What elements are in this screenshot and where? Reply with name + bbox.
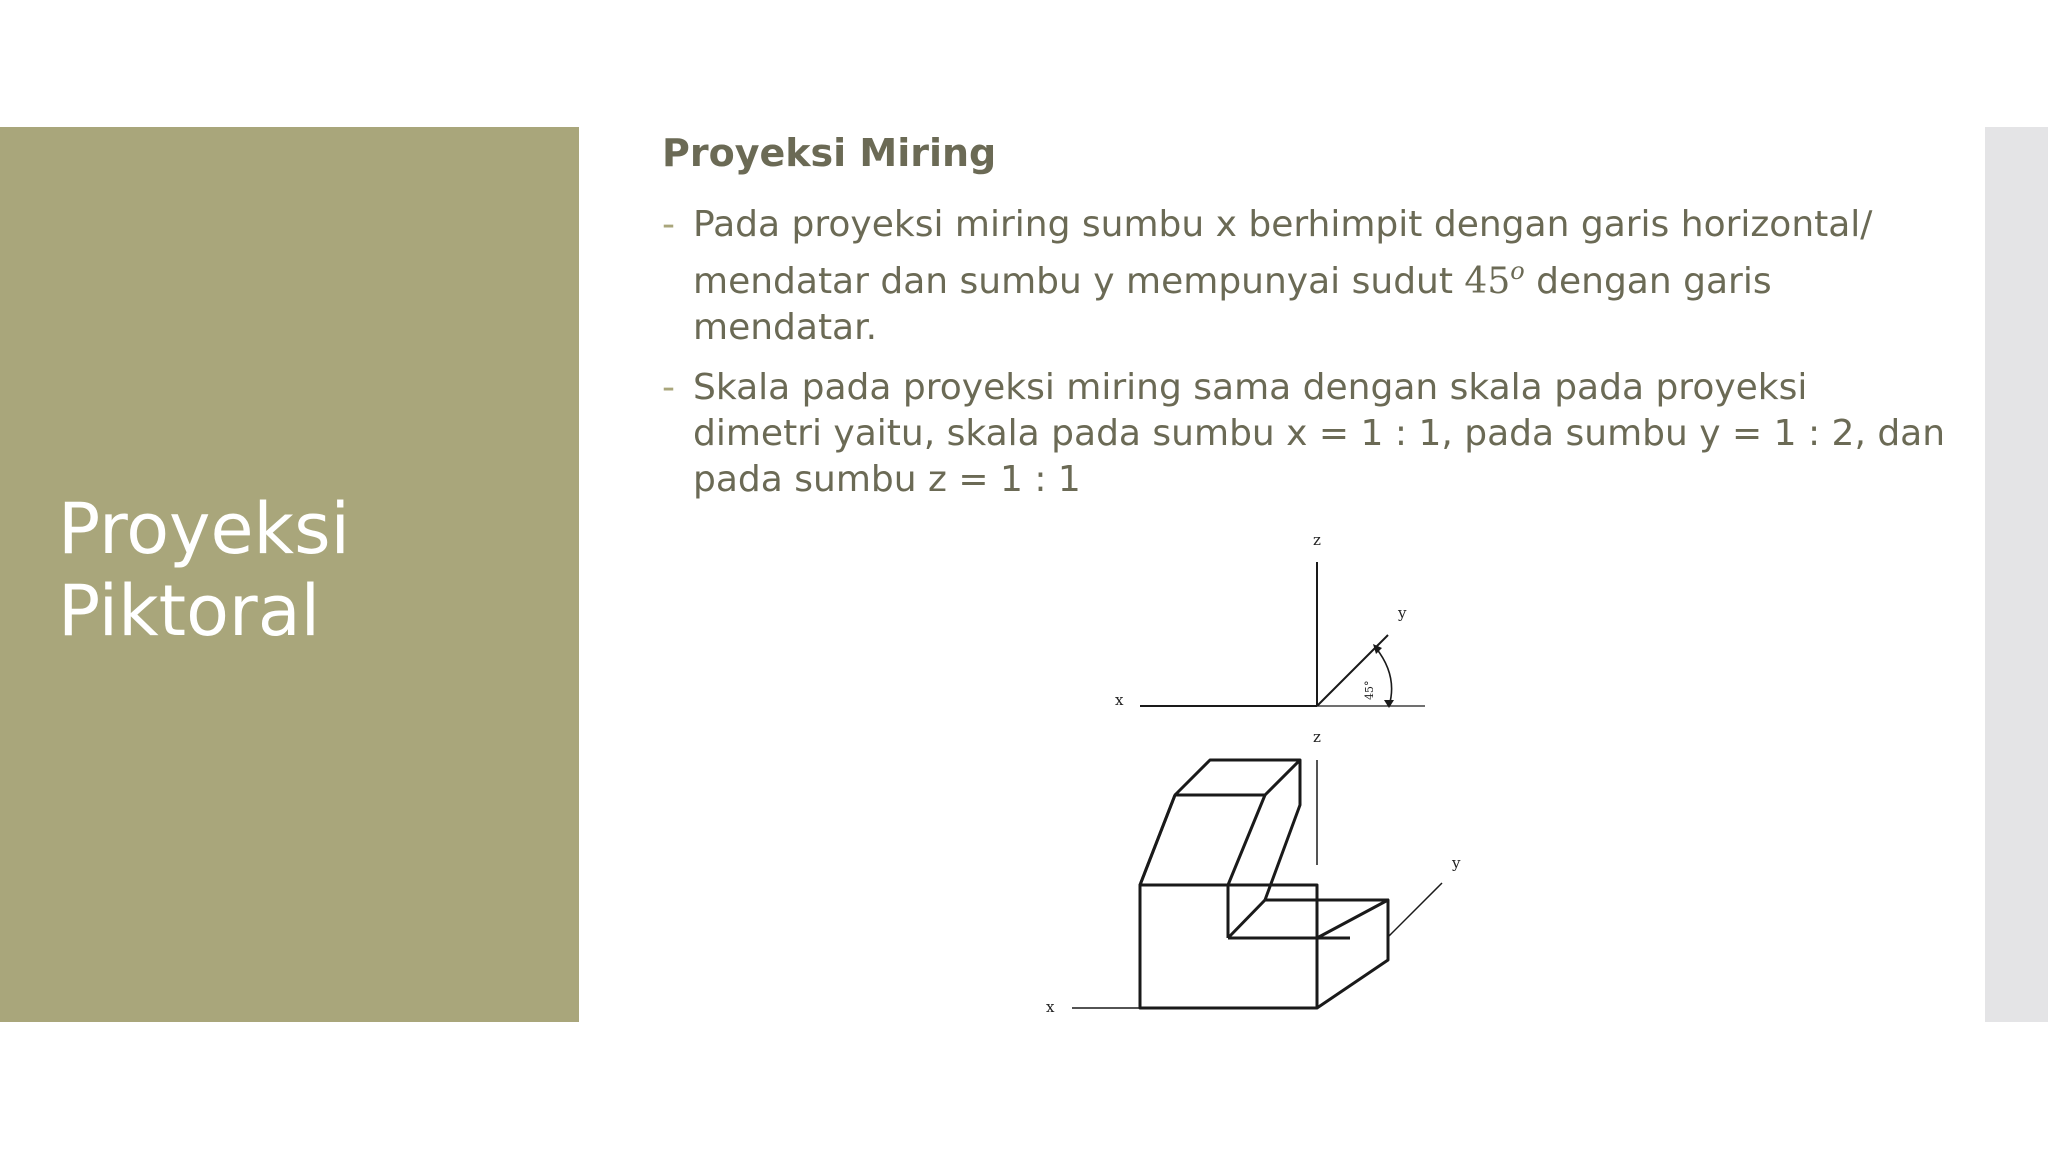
bottom-z-label: z <box>1313 728 1321 746</box>
step-top-left-edge <box>1228 900 1265 938</box>
section-title-line2: Piktoral <box>58 570 321 652</box>
step-top-right-edge <box>1317 900 1350 938</box>
bullet-1-line-2 <box>693 248 1892 305</box>
right-side-face <box>1317 900 1388 1008</box>
bottom-y-label: y <box>1452 854 1461 872</box>
bullet-dash: - <box>662 367 675 408</box>
bottom-y-axis-line <box>1388 883 1442 937</box>
upper-side-face <box>1265 760 1300 900</box>
section-title <box>58 488 558 652</box>
bullet-item-scale <box>662 365 1946 503</box>
bullet-1-line-1: Pada proyeksi miring sumbu x berhimpit dengan garis horizontal/ <box>693 204 1873 245</box>
arrow-head-lower <box>1384 700 1394 708</box>
angle-number: 45 <box>1464 261 1511 302</box>
oblique-projection-figure <box>1020 520 1480 1020</box>
bullet-item-oblique-axes <box>662 202 1892 351</box>
bullet-2-line-2: dimetri yaitu, skala pada sumbu x = 1 : 1, pada sumbu y = 1 : 2, dan <box>693 413 1946 454</box>
section-title-line1: Proyeksi <box>58 488 350 570</box>
top-z-label: z <box>1313 531 1321 549</box>
right-edge-strip <box>1985 127 2048 1022</box>
bullet-2-line-1: Skala pada proyeksi miring sama dengan skala pada proyeksi <box>693 367 1808 408</box>
top-face <box>1175 760 1300 795</box>
degree-symbol: o <box>1510 257 1525 285</box>
axes-diagram <box>1140 562 1425 708</box>
bullet-1-line-2-before: mendatar dan sumbu y mempunyai sudut <box>693 261 1465 302</box>
angle-label: 45° <box>1363 680 1376 700</box>
bullet-dash: - <box>662 204 675 245</box>
y-axis-line <box>1317 635 1388 706</box>
angle-value <box>1464 257 1525 302</box>
angle-arc <box>1376 648 1392 706</box>
top-y-label: y <box>1398 604 1407 622</box>
content-heading: Proyeksi Miring <box>662 131 997 175</box>
oblique-projection-diagram <box>1020 520 1480 1020</box>
bullet-1-line-2-after: dengan garis <box>1524 261 1772 302</box>
step-block-object <box>1072 760 1442 1008</box>
bottom-x-label: x <box>1046 998 1055 1016</box>
bullet-2-line-3: pada sumbu z = 1 : 1 <box>693 459 1081 500</box>
upper-front-left-edge <box>1140 795 1175 885</box>
top-x-label: x <box>1115 691 1124 709</box>
bullet-1-line-3: mendatar. <box>693 307 878 348</box>
